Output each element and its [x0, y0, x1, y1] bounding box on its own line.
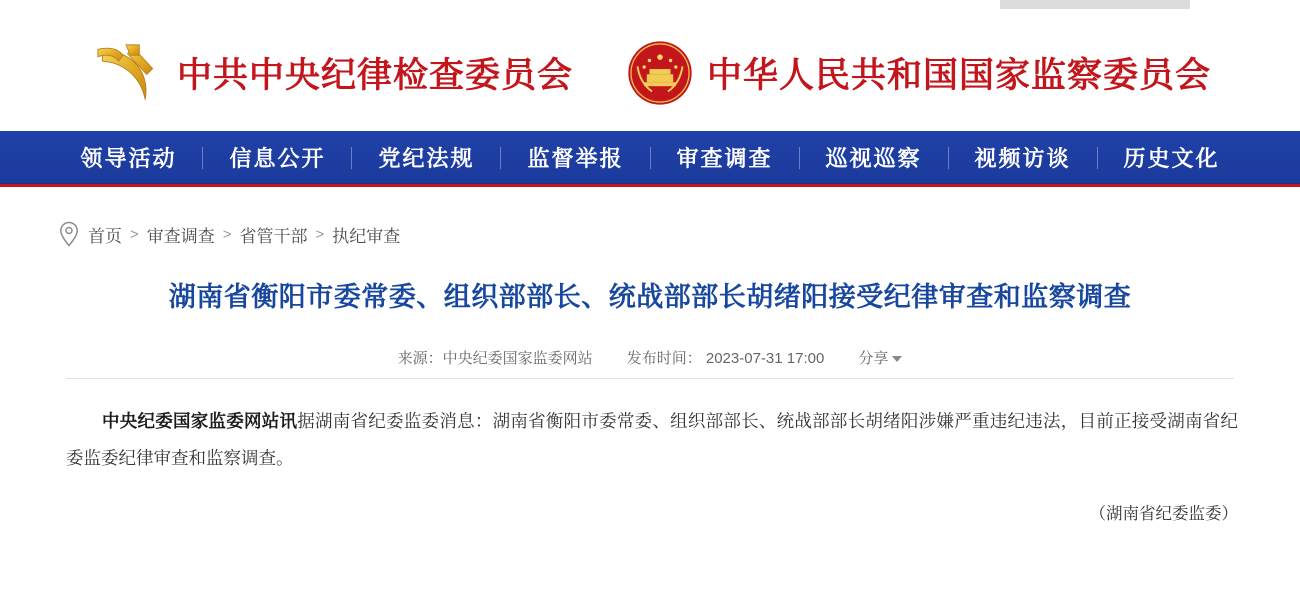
article-signature: （湖南省纪委监委）: [1089, 505, 1238, 523]
article-publish-time: [627, 347, 825, 368]
ccdi-emblem-icon: [89, 36, 163, 110]
brand-group: [89, 36, 1211, 110]
chevron-down-icon: [892, 356, 902, 362]
right-edge-sliver: [1294, 187, 1300, 613]
article-meta: [60, 347, 1240, 368]
breadcrumb-separator: >: [315, 225, 325, 243]
brand-ccdi-text: 中共中央纪律检查委员会: [176, 54, 573, 96]
nav-item-leadership[interactable]: 领导活动: [80, 146, 177, 172]
national-emblem-icon: [627, 40, 693, 106]
breadcrumb-item-provincial-cadres[interactable]: 省管干部: [239, 226, 308, 246]
breadcrumb-separator: >: [130, 225, 139, 243]
meta-divider: [66, 378, 1234, 379]
primary-navigation: [0, 131, 1300, 184]
brand-ccdi[interactable]: [89, 36, 573, 110]
article-publish-label: 发布时间：: [626, 350, 702, 367]
nav-item-disclosure[interactable]: 信息公开: [229, 146, 326, 172]
nav-item-supervision-report[interactable]: 监督举报: [527, 146, 624, 172]
page-title: 湖南省衡阳市委常委、组织部部长、统战部部长胡绪阳接受纪律审查和监察调查: [168, 282, 1132, 313]
article-lead: 中央纪委国家监委网站讯: [102, 411, 298, 431]
share-label: 分享: [858, 350, 889, 367]
nav-items: [0, 131, 1300, 184]
location-pin-icon: [58, 221, 80, 247]
breadcrumb-item-home[interactable]: 首页: [88, 226, 122, 246]
nav-item-regulations[interactable]: 党纪法规: [378, 146, 475, 172]
article-body: [66, 403, 1238, 477]
breadcrumb-separator: >: [222, 225, 232, 243]
brand-nsc[interactable]: [627, 40, 1211, 106]
nav-item-history-culture[interactable]: 历史文化: [1123, 146, 1220, 172]
article-publish-value: 2023-07-31 17:00: [705, 350, 825, 367]
article-source-value: 中央纪委国家监委网站: [442, 350, 593, 367]
brand-nsc-text: 中华人民共和国国家监察委员会: [707, 54, 1212, 96]
top-strip: [0, 0, 1300, 14]
site-masthead: [0, 14, 1300, 131]
article-source-label: 来源：: [397, 350, 443, 367]
nav-item-investigation[interactable]: 审查调查: [676, 146, 773, 172]
article-source: [398, 347, 593, 368]
nav-item-inspection[interactable]: 巡视巡察: [825, 146, 922, 172]
article-content: [0, 187, 1300, 613]
article-text: 据湖南省纪委监委消息：湖南省衡阳市委常委、组织部部长、统战部部长胡绪阳涉嫌严重违纪违法，目前正接受湖南省纪委监委纪律审查和监察调查。: [66, 411, 1238, 468]
article-paragraph: [66, 403, 1238, 477]
nav-item-video-interview[interactable]: 视频访谈: [974, 146, 1071, 172]
breadcrumb-item-investigation[interactable]: 审查调查: [146, 226, 215, 246]
breadcrumb: [58, 221, 400, 247]
share-button[interactable]: [858, 347, 902, 368]
breadcrumb-item-discipline-review[interactable]: 执纪审查: [332, 226, 401, 246]
top-strip-stub: [1000, 0, 1190, 9]
